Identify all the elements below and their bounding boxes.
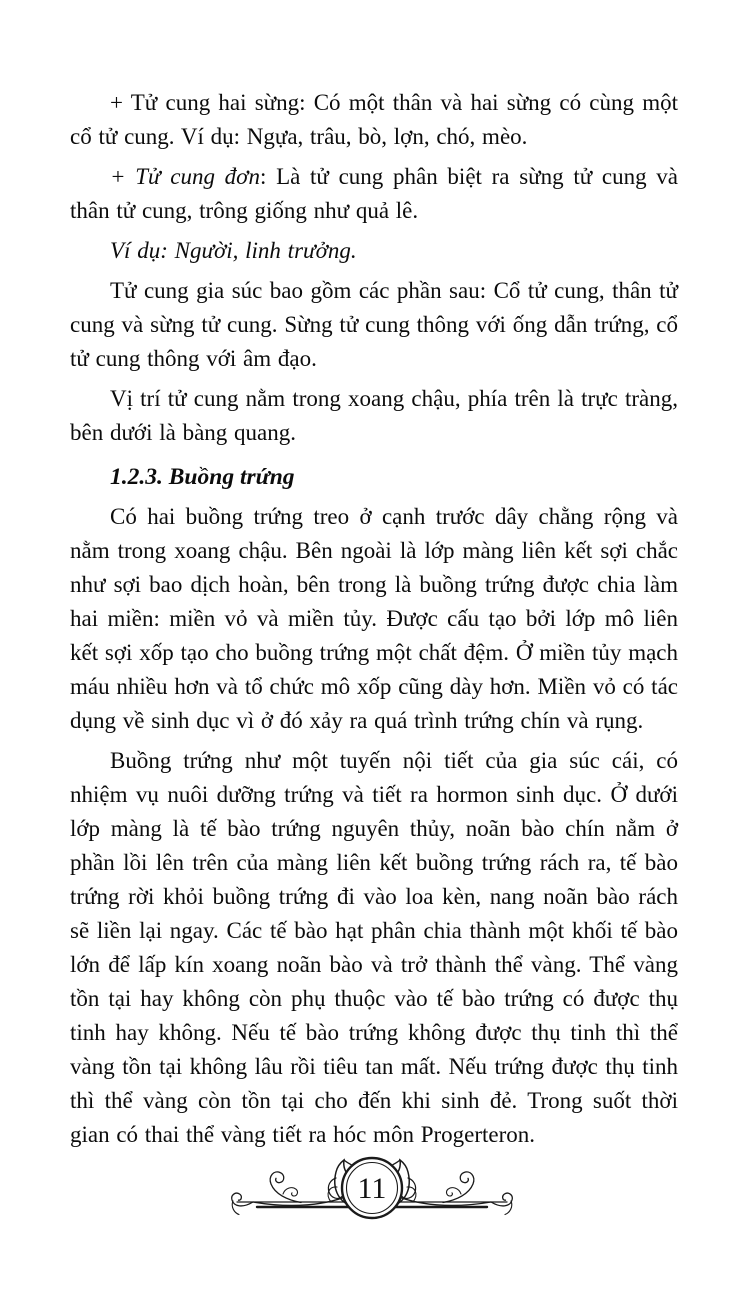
page-number-medallion	[342, 1158, 402, 1218]
page-footer-flourish-icon	[229, 1150, 515, 1242]
document-text	[70, 86, 678, 1158]
paragraph-simple-uterus-lead: + Tử cung đơn	[110, 164, 260, 189]
paragraph-ovary-structure: Có hai buồng trứng treo ở cạnh trước dây chằng rộng và nằm trong xoang chậu. Bên ngoài là lớp màng liên kết sợi chắc như sợi bao dịch hoàn, bên trong là buồng trứng được chia làm hai miền: miền vỏ và miền tủy. Được cấu tạo bởi lớp mô liên kết sợi xốp tạo cho buồng trứng một chất đệm. Ở miền tủy mạch máu nhiều hơn và tổ chức mô xốp cũng dày hơn. Miền vỏ có tác dụng về sinh dục vì ở đó xảy ra quá trình trứng chín và rụng.	[70, 504, 678, 733]
page-number: 11	[357, 1172, 387, 1205]
paragraph-ovary-endocrine: Buồng trứng như một tuyến nội tiết của gia súc cái, có nhiệm vụ nuôi dưỡng trứng và tiết ra hormon sinh dục. Ở dưới lớp màng là tế bào trứng nguyên thủy, noãn bào chín nằm ở phần lồi lên trên của màng liên kết buồng trứng rách ra, tế bào trứng rời khỏi buồng trứng đi vào loa kèn, nang noãn bào rách sẽ liền lại ngay. Các tế bào hạt phân chia thành một khối tế bào lớn để lấp kín xoang noãn bào và trở thành thể vàng. Thể vàng tồn tại hay không còn phụ thuộc vào tế bào trứng có được thụ tinh hay không. Nếu tế bào trứng không được thụ tinh thì thể vàng tồn tại không lâu rồi tiêu tan mất. Nếu trứng được thụ tinh thì thể vàng còn tồn tại cho đến khi sinh đẻ. Trong suốt thời gian có thai thể vàng tiết ra hóc môn Progerteron.	[70, 748, 678, 1147]
paragraph-simple-uterus-rest: : Là tử cung phân biệt ra sừng tử cung và thân tử cung, trông giống như quả lê.	[70, 164, 679, 223]
paragraph-example-primates: Ví dụ: Người, linh trưởng.	[110, 238, 357, 263]
paragraph-simple-uterus	[70, 160, 678, 228]
paragraph-bicornuate-uterus: + Tử cung hai sừng: Có một thân và hai sừng có cùng một cổ tử cung. Ví dụ: Ngựa, trâu, bò, lợn, chó, mèo.	[70, 90, 678, 149]
paragraph-uterus-position: Vị trí tử cung nằm trong xoang chậu, phía trên là trực tràng, bên dưới là bàng quang.	[70, 386, 678, 445]
section-heading-ovary: 1.2.3. Buồng trứng	[110, 464, 295, 490]
paragraph-uterus-parts: Tử cung gia súc bao gồm các phần sau: Cổ tử cung, thân tử cung và sừng tử cung. Sừng tử cung thông với ống dẫn trứng, cổ tử cung thông với âm đạo.	[70, 278, 678, 371]
